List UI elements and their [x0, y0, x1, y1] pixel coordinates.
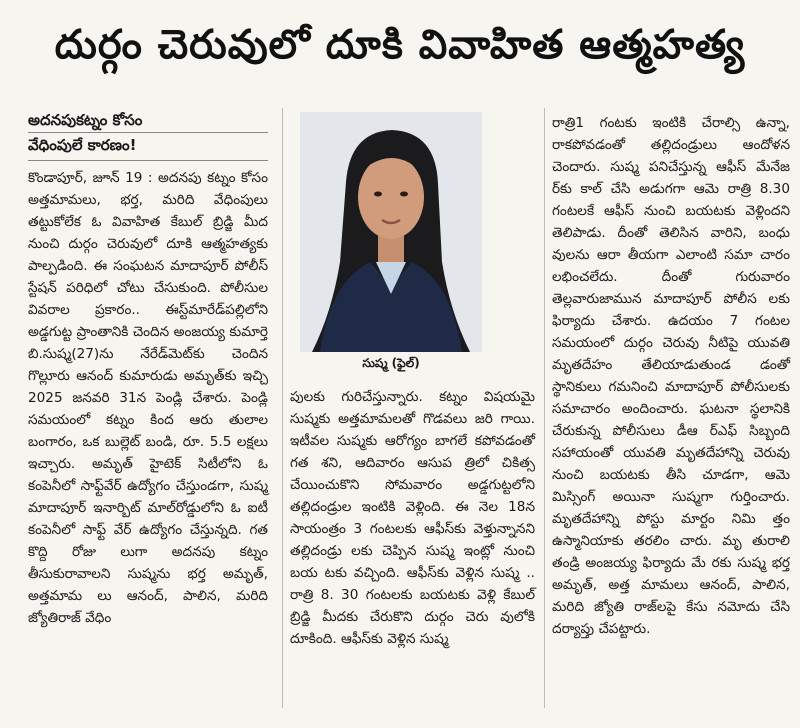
- article-text-right: రాత్రి1 గంటకు ఇంటికి చేరాల్సి ఉన్నా, రాకపోవడంతో తల్లిదండ్రులు ఆందోళన చెందారు. సుష్మ పనిచేస్తున్న ఆఫీస్ మేనేజ ర్‌కు కాల్ చేసి అడుగగా ఆమె రాత్రి 8.30 గంటలకే ఆఫీస్ నుంచి బయటకు వెళ్లిందని తెలిపాడు. దీంతో తెలిసిన వారిని, బంధు వులను ఆరా తీయగా ఎలాంటి సమా చారం లభించలేదు. దీంతో గురువారం తెల్లవారుజామున మాదాపూర్ పోలీస లకు ఫిర్యాదు చేశారు. ఉదయం 7 గంటల సమయంలో దుర్గం చెరువు నీటిపై యువతి మృతదేహం తేలియాడుతుండ డంతో స్థానికులు గమనించి మాదాపూర్ పోలీసులకు సమాచారం అందించారు. ఘటనా స్థలానికి చేరుకున్న పోలీసులు డీఆ ర్ఎఫ్ సిబ్బంది సహాయంతో యువతి మృతదేహాన్ని చెరువు నుంచి బయటకు తీసి చూడగా, ఆమె మిస్సింగ్ అయినా సుష్మగా గుర్తించారు. మృతదేహాన్ని పోస్టు మార్టం నిమి త్తం ఉస్మానియాకు తరలిం చారు. మృ తురాలి తండ్రి అంజయ్య ఫిర్యాదు మే రకు సుష్మ భర్త అమృత్, అత్త మామలు ఆనంద్, పాలిన, మరిది జ్యోతి రాజ్‌లపై కేసు నమోదు చేసి దర్యాప్తు చేపట్టారు.: [552, 115, 790, 637]
- middle-column: [290, 386, 535, 650]
- photo-caption: సుష్మ (ఫైల్): [362, 356, 420, 370]
- right-column: [552, 112, 790, 640]
- kicker-line-2: వేధింపులే కారణం!: [28, 132, 268, 157]
- headline: దుర్గం చెరువులో దూకి వివాహిత ఆత్మహత్య: [54, 22, 746, 68]
- article-text-left: కొండాపూర్, జూన్ 19 : అదనపు కట్నం కోసం అత్తమామలు, భర్త, మరిది వేధింపులు తట్టుకోలేక ఓ వివాహిత కేబుల్ బ్రిడ్జి మీద నుంచి దుర్గం చెరువులో దూకి ఆత్మహత్యకు పాల్పడింది. ఈ సంఘటన మాదాపూర్ పోలీస్ స్టేషన్ పరిధిలో చోటు చేసుకుంది. పోలీసుల వివరాల ప్రకారం.. ఈస్ట్‌మారేడ్‌పల్లిలోని అడ్డగుట్ట ప్రాంతానికి చెందిన అంజయ్య కుమార్తె బి.సుష్మ(27)ను నేరేడ్‌మెట్‌కు చెందిన గొల్లూరు ఆనంద్ కుమారుడు అమృత్‌కు ఇచ్చి 2025 జనవరి 31న పెండ్లి చేశారు. పెండ్లి సమయంలో కట్నం కింద ఆరు తులాల బంగారం, ఒక బుల్లెట్ బండి, రూ. 5.5 లక్షలు ఇచ్చారు. అమృత్ హైటెక్ సిటీలోని ఓ కంపెనీలో సాఫ్ట్‌వేర్ ఉద్యోగం చేస్తుండగా, సుష్మ మాదాపూర్ ఇనార్బిట్ మాల్‌రోడ్డులోని ఓ ఐటీ కంపెనీలో సాఫ్ట్ వేర్ ఉద్యోగం చేస్తున్నది. గత కొద్ది రోజు లుగా అదనపు కట్నం తీసుకురావాలని సుష్మను భర్త అమృత్, అత్తమామ లు ఆనంద్, పాలిన, మరిది జ్యోతిరాజ్ వేధిం: [28, 170, 268, 626]
- column-divider: [282, 108, 283, 708]
- portrait-photo: [300, 112, 482, 352]
- column-divider: [544, 108, 545, 708]
- left-column: [28, 108, 268, 629]
- article-text-middle: పులకు గురిచేస్తున్నారు. కట్నం విషయమై సుష్మకు అత్తమామలతో గొడవలు జరి గాయి. ఇటీవల సుష్మకు ఆరోగ్యం బాగలే కపోవడంతో గత శని, ఆదివారం ఆసుప త్రిలో చికిత్స చేయించుకొని సోమవారం అడ్డగుట్టలోని తల్లిదండ్రుల ఇంటికి వెళ్లింది. ఈ నెల 18న సాయంత్రం 3 గంటలకు ఆఫీస్‌కు వెళ్తున్నానని తల్లిదండ్రు లకు చెప్పిన సుష్మ ఇంట్లో నుంచి బయ టకు వచ్చింది. ఆఫీస్‌కు వెళ్లిన సుష్మ .. రాత్రి 8. 30 గంటలకు బయటకు వెళ్లి కేబుల్ బ్రిడ్జి మీదకు చేరుకొని దుర్గం చెరు వులోకి దూకింది. ఆఫీస్‌కు వెళ్లిన సుష్మ: [290, 389, 535, 647]
- kicker: [28, 108, 268, 161]
- kicker-line-1: అదనపుకట్నం కోసం: [28, 111, 143, 129]
- portrait-illustration: [300, 112, 482, 352]
